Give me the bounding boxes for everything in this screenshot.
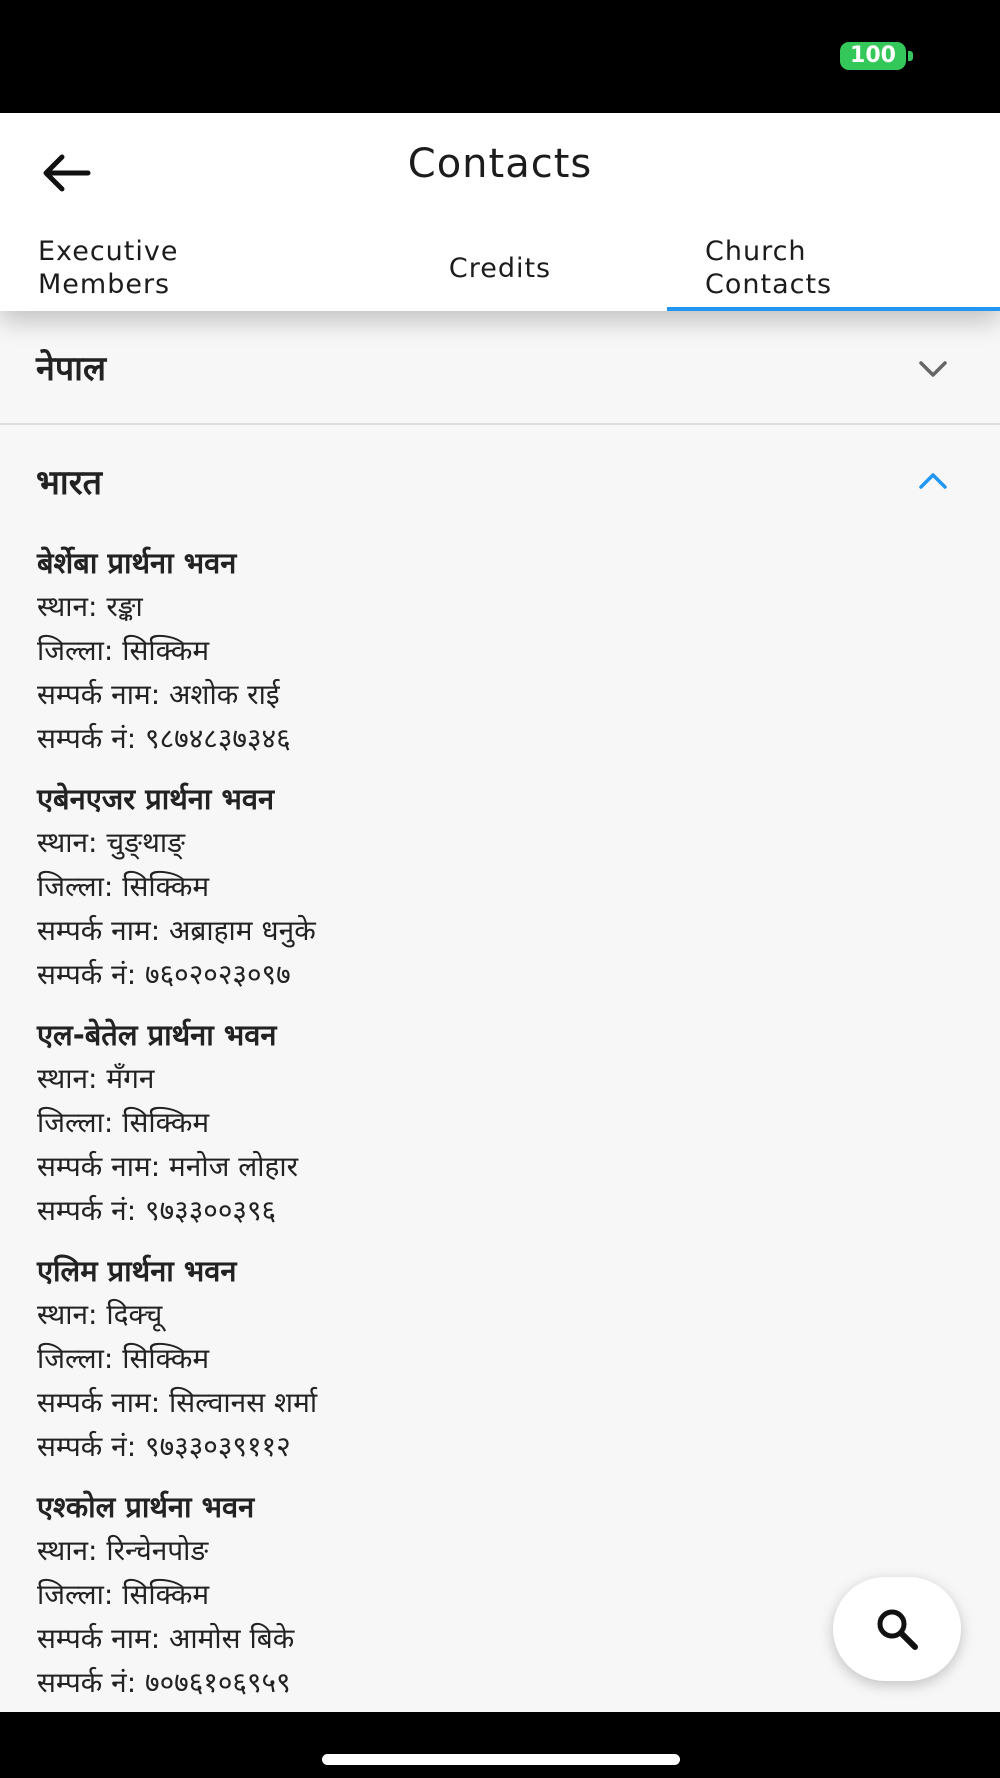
church-contact-number[interactable]: सम्पर्क नं: ९७३३००३९६ [37,1194,277,1227]
church-place: स्थान: मँगन [37,1062,155,1095]
church-name: एबेनएजर प्रार्थना भवन [37,782,275,816]
church-contact-number[interactable]: सम्पर्क नं: ९८७४८३७३४६ [37,722,291,755]
church-contact-name: सम्पर्क नाम: अब्राहाम धनुके [37,914,316,947]
church-place: स्थान: चुङ्थाङ् [37,826,185,859]
church-district: जिल्ला: सिक्किम [37,1578,210,1611]
chevron-down-icon [916,351,950,385]
church-name: एश्कोल प्रार्थना भवन [37,1490,255,1524]
tab-credits[interactable]: Credits [448,252,552,284]
search-icon [874,1606,920,1652]
church-district: जिल्ला: सिक्किम [37,1106,210,1139]
section-header-india[interactable] [0,425,1000,537]
church-name: एलिम प्रार्थना भवन [37,1254,237,1288]
section-title: भारत [36,463,102,503]
church-contact-number[interactable]: सम्पर्क नं: ९७३३०३९११२ [37,1430,291,1463]
page-title: Contacts [407,141,593,187]
list-item [37,541,1000,761]
church-contact-number[interactable]: सम्पर्क नं: ७६०२०२३०९७ [37,958,291,991]
status-bar [0,0,1000,113]
church-district: जिल्ला: सिक्किम [37,870,210,903]
tab-bar [0,225,1000,311]
chevron-up-icon [916,465,950,499]
list-item [37,1013,1000,1233]
church-district: जिल्ला: सिक्किम [37,634,210,667]
battery-indicator: 100 [840,42,906,70]
active-tab-indicator [667,307,1000,311]
church-name: एल-बेतेल प्रार्थना भवन [37,1018,277,1052]
church-contact-name: सम्पर्क नाम: मनोज लोहार [37,1150,299,1183]
church-list [0,537,1000,1705]
church-place: स्थान: रङ्का [37,590,143,623]
tab-executive-members[interactable]: Executive Members [38,236,179,300]
section-title: नेपाल [36,349,107,389]
church-contact-name: सम्पर्क नाम: अशोक राई [37,678,280,711]
bottom-bar [0,1712,1000,1778]
tab-church-contacts[interactable]: Church Contacts [705,236,833,300]
app-bar [0,113,1000,311]
church-contacts-content [0,311,1000,1712]
church-contact-name: सम्पर्क नाम: सिल्वानस शर्मा [37,1386,318,1419]
section-header-nepal[interactable] [0,311,1000,423]
church-place: स्थान: दिक्चू [37,1298,163,1331]
church-place: स्थान: रिन्चेनपोङ [37,1534,209,1567]
search-button[interactable] [833,1577,961,1681]
battery-tip [908,51,913,61]
list-item [37,1249,1000,1469]
church-contact-name: सम्पर्क नाम: आमोस बिके [37,1622,295,1655]
list-item [37,777,1000,997]
home-indicator[interactable] [322,1754,680,1765]
church-district: जिल्ला: सिक्किम [37,1342,210,1375]
church-contact-number[interactable]: सम्पर्क नं: ७०७६१०६९५९ [37,1666,291,1699]
church-name: बेर्शेबा प्रार्थना भवन [37,546,237,580]
